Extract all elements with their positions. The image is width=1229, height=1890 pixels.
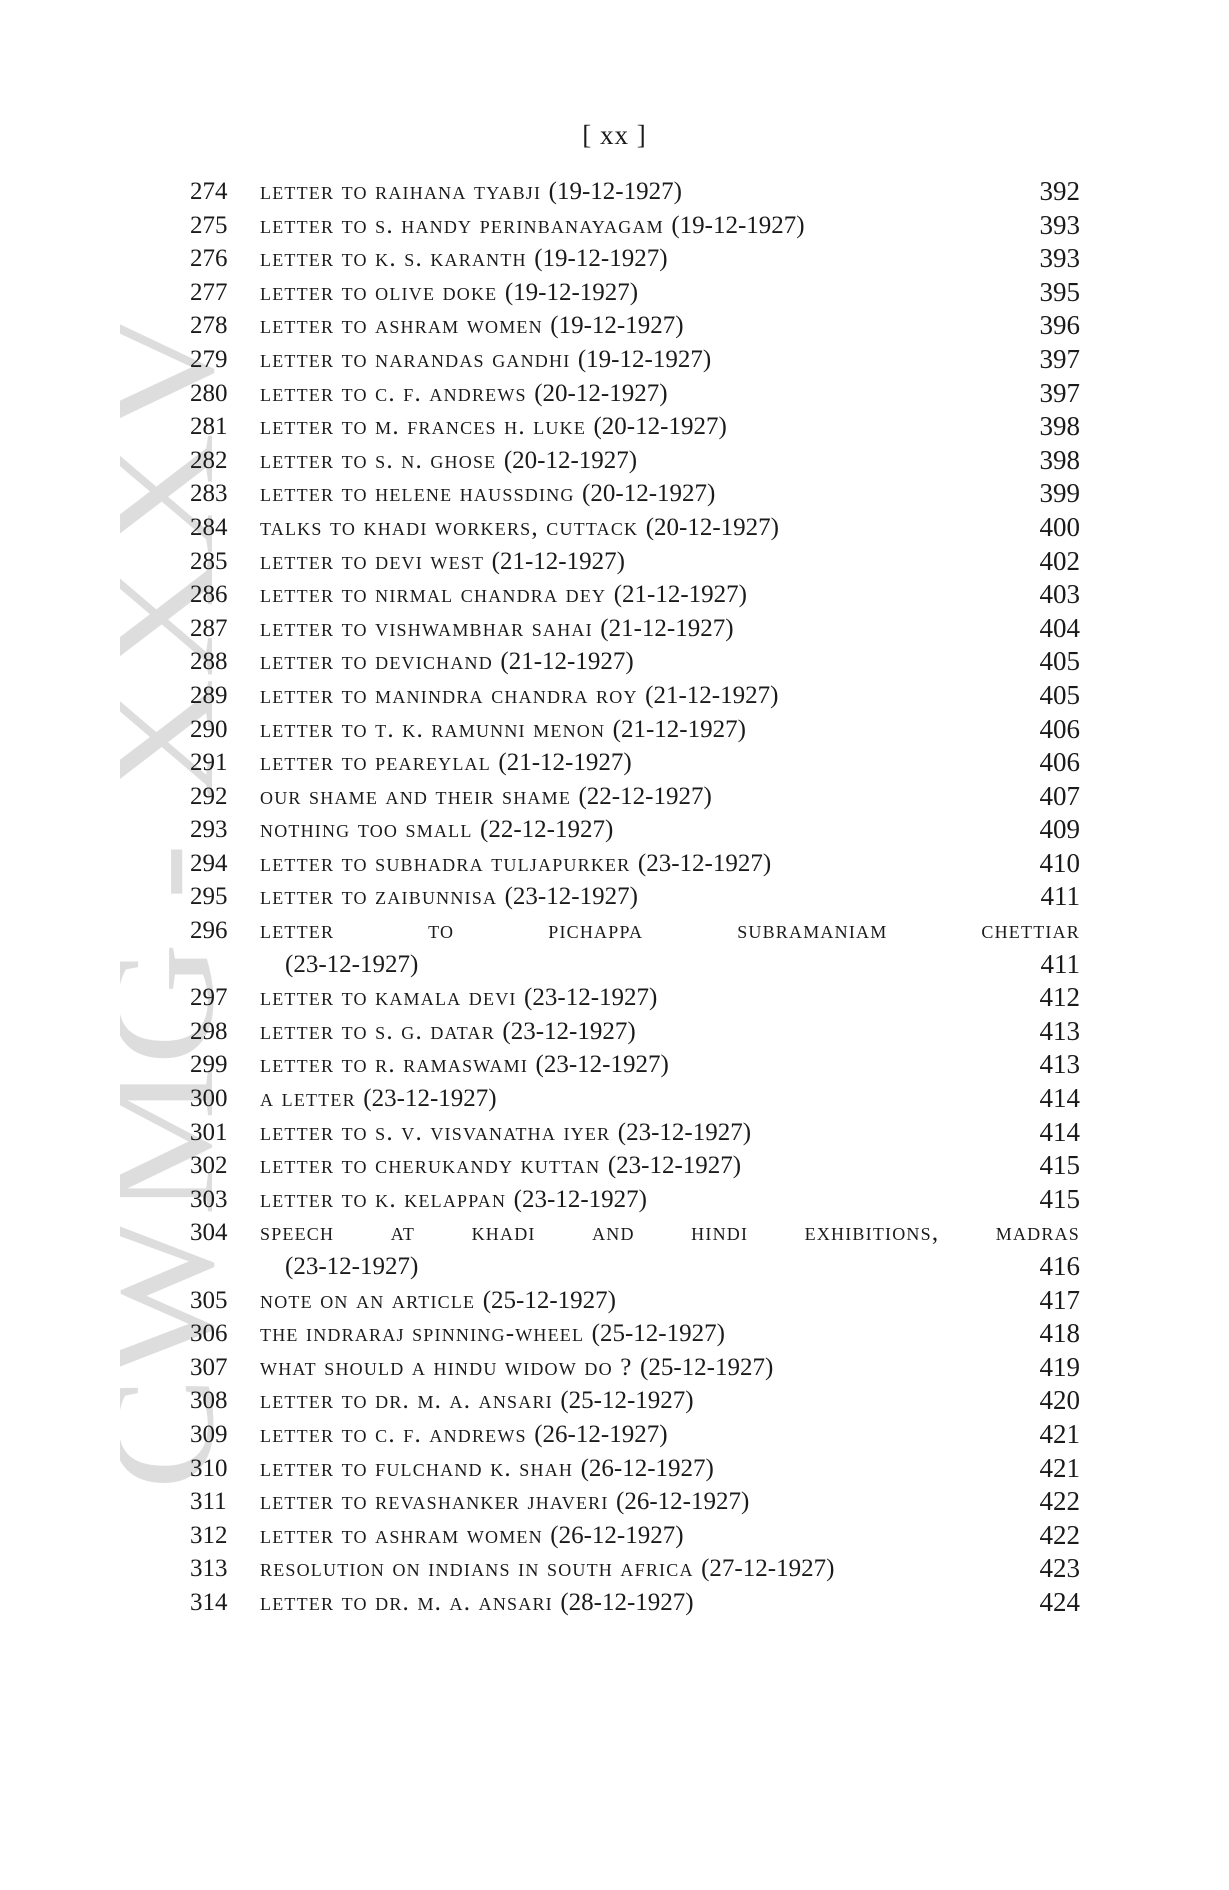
entry-date: (20-12-1927) <box>645 513 779 541</box>
entry-title-text: letter to k. kelappan <box>260 1185 507 1213</box>
entry-title <box>260 1048 1000 1082</box>
entry-title <box>260 1519 1000 1553</box>
toc-entry <box>190 276 1080 310</box>
entry-title <box>260 511 1000 545</box>
entry-date: (26-12-1927) <box>550 1521 684 1549</box>
entry-page-number: 399 <box>1039 478 1080 509</box>
entry-number: 276 <box>190 245 228 273</box>
toc-entry <box>190 679 1080 713</box>
entry-page-number: 402 <box>1039 545 1080 576</box>
entry-page-number: 407 <box>1039 780 1080 811</box>
entry-title-text: letter to s. n. ghose <box>260 446 497 474</box>
toc-entry <box>190 780 1080 814</box>
entry-page-number: 406 <box>1039 713 1080 744</box>
toc-entry <box>190 578 1080 612</box>
entry-title-text: letter to m. frances h. luke <box>260 413 587 441</box>
toc-entry <box>190 1418 1080 1452</box>
entry-title-text: letter to s. handy perinbanayagam <box>260 211 664 239</box>
toc-entry <box>190 1082 1080 1116</box>
entry-title-text: letter to vishwambhar sahai <box>260 614 593 642</box>
entry-number: 277 <box>190 278 228 306</box>
entry-continuation <box>285 1250 1080 1284</box>
entry-title <box>260 981 1000 1015</box>
toc-entry <box>190 444 1080 478</box>
entry-date: (23-12-1927) <box>524 984 658 1012</box>
toc-entry <box>190 242 1080 276</box>
entry-page-number: 393 <box>1039 243 1080 274</box>
toc-entry <box>190 1116 1080 1150</box>
entry-number: 283 <box>190 480 228 508</box>
toc-entry <box>190 813 1080 847</box>
entry-title-text: nothing too small <box>260 816 473 844</box>
entry-title <box>260 1317 1000 1351</box>
entry-page-number: 418 <box>1039 1318 1080 1349</box>
entry-number: 282 <box>190 446 228 474</box>
entry-page-number: 406 <box>1039 747 1080 778</box>
entry-title <box>260 914 1080 948</box>
entry-title-text: a letter <box>260 1085 356 1113</box>
toc-entry <box>190 309 1080 343</box>
entry-page-number: 424 <box>1039 1586 1080 1617</box>
entry-number: 309 <box>190 1420 228 1448</box>
entry-page-number: 412 <box>1039 982 1080 1013</box>
entry-title-text: letter to pichappa subramaniam chettiar <box>260 917 1080 945</box>
entry-date: (26-12-1927) <box>534 1420 668 1448</box>
entry-title-text: resolution on indians in south africa <box>260 1555 694 1583</box>
entry-title <box>260 1485 1000 1519</box>
entry-date: (19-12-1927) <box>577 345 712 373</box>
entry-date: (23-12-1927) <box>637 849 772 877</box>
entry-title-text: what should a hindu widow do ? <box>260 1353 633 1381</box>
entry-title-text: letter to devi west <box>260 547 485 575</box>
entry-date: (19-12-1927) <box>504 278 639 306</box>
entry-title <box>260 645 1000 679</box>
entry-title <box>260 377 1000 411</box>
toc-entry <box>190 343 1080 377</box>
entry-number: 284 <box>190 513 228 541</box>
entry-title-text: letter to r. ramaswami <box>260 1051 529 1079</box>
entry-number: 305 <box>190 1286 228 1314</box>
entry-page-number: 414 <box>1039 1083 1080 1114</box>
entry-title <box>260 1418 1000 1452</box>
entry-title <box>260 1015 1000 1049</box>
entry-number: 279 <box>190 345 228 373</box>
entry-title-text: our shame and their shame <box>260 782 572 810</box>
toc-entry <box>190 746 1080 780</box>
entry-title <box>260 1082 1000 1116</box>
toc-entry <box>190 1317 1080 1351</box>
entry-page-number: 411 <box>1040 948 1080 979</box>
entry-title-text: letter to dr. m. a. ansari <box>260 1588 553 1616</box>
entry-date: (25-12-1927) <box>560 1387 694 1415</box>
entry-number: 296 <box>190 917 228 945</box>
page-header: [ xx ] <box>582 120 647 150</box>
toc-entry <box>190 1519 1080 1553</box>
entry-page-number: 415 <box>1039 1150 1080 1181</box>
toc-entry <box>190 1149 1080 1183</box>
toc-entry <box>190 1216 1080 1283</box>
entry-date: (23-12-1927) <box>617 1118 752 1146</box>
entry-page-number: 404 <box>1039 612 1080 643</box>
entry-page-number: 411 <box>1040 881 1080 912</box>
entry-date: (21-12-1927) <box>612 715 746 743</box>
entry-continuation <box>285 948 1080 982</box>
entry-page-number: 409 <box>1039 814 1080 845</box>
entry-title-text: speech at khadi and hindi exhibitions, madras <box>260 1219 1080 1247</box>
entry-page-number: 413 <box>1039 1015 1080 1046</box>
entry-date: (23-12-1927) <box>513 1185 647 1213</box>
entry-title <box>260 175 1000 209</box>
toc-entry <box>190 1552 1080 1586</box>
entry-title-text: letter to s. g. datar <box>260 1017 495 1045</box>
toc-entry <box>190 880 1080 914</box>
entry-date: (26-12-1927) <box>580 1454 714 1482</box>
toc-entry <box>190 914 1080 981</box>
entry-page-number: 398 <box>1039 411 1080 442</box>
entry-page-number: 398 <box>1039 444 1080 475</box>
entry-date: (21-12-1927) <box>613 581 748 609</box>
entry-page-number: 421 <box>1039 1418 1080 1449</box>
entry-title <box>260 880 1000 914</box>
entry-page-number: 392 <box>1039 176 1080 206</box>
entry-page-number: 416 <box>1039 1251 1080 1281</box>
entry-page-number: 422 <box>1039 1486 1080 1517</box>
entry-title <box>260 477 1000 511</box>
entry-page-number: 413 <box>1039 1049 1080 1080</box>
entry-number: 291 <box>190 749 228 777</box>
entry-title-text: letter to ashram women <box>260 1521 543 1549</box>
entry-page-number: 422 <box>1039 1519 1080 1550</box>
entry-page-number: 405 <box>1039 679 1080 710</box>
entry-number: 301 <box>190 1118 228 1146</box>
entry-page-number: 419 <box>1039 1351 1080 1382</box>
toc-entry <box>190 1183 1080 1217</box>
toc-entry <box>190 410 1080 444</box>
entry-date: (22-12-1927) <box>480 816 614 844</box>
entry-title <box>260 309 1000 343</box>
entry-title-text: letter to nirmal chandra dey <box>260 581 607 609</box>
entry-number: 289 <box>190 681 228 709</box>
entry-title <box>260 1351 1000 1385</box>
entry-title <box>260 1586 1000 1620</box>
entry-title <box>260 1452 1000 1486</box>
entry-title-text: letter to zaibunnisa <box>260 883 498 911</box>
entry-number: 314 <box>190 1588 228 1616</box>
entry-date: (21-12-1927) <box>500 648 634 676</box>
entry-date: (25-12-1927) <box>482 1286 617 1314</box>
entry-number: 303 <box>190 1185 228 1213</box>
toc-entry <box>190 981 1080 1015</box>
entry-title-text: letter to peareylal <box>260 749 491 777</box>
entry-number: 280 <box>190 379 228 407</box>
entry-title <box>260 444 1000 478</box>
entry-title-text: letter to narandas gandhi <box>260 345 571 373</box>
entry-title <box>260 410 1000 444</box>
entry-title <box>260 679 1000 713</box>
entry-number: 302 <box>190 1152 228 1180</box>
entry-title-text: letter to dr. m. a. ansari <box>260 1387 553 1415</box>
toc-entry <box>190 545 1080 579</box>
entry-title-text: letter to cherukandy kuttan <box>260 1152 601 1180</box>
entry-number: 288 <box>190 648 228 676</box>
entry-page-number: 397 <box>1039 377 1080 408</box>
entry-title <box>260 1384 1000 1418</box>
entry-title-text: letter to s. v. visvanatha iyer <box>260 1118 611 1146</box>
entry-title-text: letter to t. k. ramunni menon <box>260 715 606 743</box>
entry-title <box>260 578 1000 612</box>
entry-title-text: letter to k. s. karanth <box>260 245 527 273</box>
entry-number: 298 <box>190 1017 228 1045</box>
entry-title-text: letter to c. f. andrews <box>260 379 527 407</box>
entry-page-number: 410 <box>1039 847 1080 878</box>
entry-title <box>260 545 1000 579</box>
entry-page-number: 414 <box>1039 1116 1080 1147</box>
toc-entry <box>190 713 1080 747</box>
entry-number: 278 <box>190 312 228 340</box>
entry-date: (19-12-1927) <box>550 312 684 340</box>
entry-number: 295 <box>190 883 228 911</box>
entry-page-number: 397 <box>1039 343 1080 374</box>
entry-page-number: 403 <box>1039 579 1080 610</box>
entry-date: (19-12-1927) <box>534 245 668 273</box>
entry-number: 286 <box>190 581 228 609</box>
entry-title <box>260 713 1000 747</box>
table-of-contents <box>190 175 1080 1620</box>
entry-title <box>260 1116 1000 1150</box>
entry-title-text: letter to revashanker jhaveri <box>260 1488 609 1516</box>
entry-page-number: 395 <box>1039 276 1080 307</box>
entry-date: (20-12-1927) <box>582 480 716 508</box>
entry-number: 281 <box>190 413 228 441</box>
entry-date: (19-12-1927) <box>671 211 805 239</box>
entry-date: (23-12-1927) <box>285 950 419 978</box>
toc-entry <box>190 1452 1080 1486</box>
entry-page-number: 393 <box>1039 209 1080 240</box>
entry-number: 299 <box>190 1051 228 1079</box>
entry-title <box>260 1149 1000 1183</box>
toc-entry <box>190 477 1080 511</box>
entry-number: 274 <box>190 178 228 205</box>
entry-number: 297 <box>190 984 228 1012</box>
entry-title-text: letter to devichand <box>260 648 493 676</box>
entry-number: 293 <box>190 816 228 844</box>
entry-title-text: letter to helene haussding <box>260 480 575 508</box>
entry-title <box>260 1284 1000 1318</box>
entry-number: 312 <box>190 1521 228 1549</box>
entry-number: 292 <box>190 782 228 810</box>
toc-entry <box>190 847 1080 881</box>
entry-title <box>260 1552 1000 1586</box>
entry-title <box>260 847 1000 881</box>
entry-page-number: 420 <box>1039 1385 1080 1416</box>
toc-entry <box>190 175 1080 209</box>
toc-entry <box>190 1485 1080 1519</box>
entry-date: (20-12-1927) <box>534 379 668 407</box>
entry-title <box>260 343 1000 377</box>
entry-page-number: 396 <box>1039 310 1080 341</box>
entry-number: 285 <box>190 547 228 575</box>
entry-title <box>260 242 1000 276</box>
entry-title-text: letter to subhadra tuljapurker <box>260 849 631 877</box>
toc-entry <box>190 645 1080 679</box>
entry-title-text: letter to raihana tyabji <box>260 178 542 205</box>
entry-number: 307 <box>190 1353 228 1381</box>
entry-date: (21-12-1927) <box>491 547 625 575</box>
entry-date: (23-12-1927) <box>504 883 638 911</box>
toc-entry <box>190 377 1080 411</box>
entry-title <box>260 1183 1000 1217</box>
entry-number: 308 <box>190 1387 228 1415</box>
entry-number: 304 <box>190 1219 228 1247</box>
entry-date: (22-12-1927) <box>578 782 712 810</box>
entry-title <box>260 209 1000 243</box>
entry-title-text: letter to manindra chandra roy <box>260 681 638 709</box>
toc-entry <box>190 209 1080 243</box>
entry-page-number: 417 <box>1039 1284 1080 1315</box>
entry-date: (25-12-1927) <box>640 1353 774 1381</box>
entry-title <box>260 1216 1080 1250</box>
entry-number: 275 <box>190 211 228 239</box>
entry-page-number: 423 <box>1039 1553 1080 1584</box>
watermark-text: CWMG XXXV <box>120 448 240 1490</box>
toc-entry <box>190 1351 1080 1385</box>
entry-number: 290 <box>190 715 228 743</box>
entry-title <box>260 780 1000 814</box>
entry-date: (20-12-1927) <box>593 413 727 441</box>
entry-page-number: 405 <box>1039 646 1080 677</box>
entry-date: (21-12-1927) <box>600 614 734 642</box>
entry-title-text: letter to olive doke <box>260 278 498 306</box>
entry-title-text: letter to c. f. andrews <box>260 1420 527 1448</box>
entry-title-text: letter to fulchand k. shah <box>260 1454 574 1482</box>
toc-entry <box>190 1384 1080 1418</box>
entry-date: (19-12-1927) <box>548 178 682 205</box>
entry-title <box>260 612 1000 646</box>
toc-entry <box>190 1586 1080 1620</box>
entry-page-number: 400 <box>1039 511 1080 542</box>
entry-number: 294 <box>190 849 228 877</box>
entry-date: (23-12-1927) <box>363 1085 497 1113</box>
toc-entry <box>190 511 1080 545</box>
entry-date: (23-12-1927) <box>535 1051 669 1079</box>
toc-entry <box>190 1284 1080 1318</box>
toc-entry <box>190 612 1080 646</box>
entry-page-number: 415 <box>1039 1183 1080 1214</box>
entry-title <box>260 813 1000 847</box>
entry-title-text: letter to kamala devi <box>260 984 517 1012</box>
toc-entry <box>190 1015 1080 1049</box>
entry-date: (25-12-1927) <box>591 1320 725 1348</box>
entry-number: 300 <box>190 1085 228 1113</box>
entry-date: (20-12-1927) <box>503 446 638 474</box>
entry-date: (28-12-1927) <box>560 1588 694 1616</box>
entry-page-number: 421 <box>1039 1452 1080 1483</box>
entry-title <box>260 746 1000 780</box>
entry-number: 313 <box>190 1555 228 1583</box>
entry-number: 287 <box>190 614 228 642</box>
entry-number: 311 <box>190 1488 227 1516</box>
entry-date: (26-12-1927) <box>616 1488 750 1516</box>
entry-title-text: note on an article <box>260 1286 476 1314</box>
entry-title-text: letter to ashram women <box>260 312 543 340</box>
entry-title-text: talks to khadi workers, cuttack <box>260 513 639 541</box>
entry-date: (23-12-1927) <box>502 1017 636 1045</box>
entry-number: 310 <box>190 1454 228 1482</box>
entry-title-text: the indraraj spinning-wheel <box>260 1320 585 1348</box>
toc-entry <box>190 1048 1080 1082</box>
entry-date: (21-12-1927) <box>645 681 779 709</box>
entry-title <box>260 276 1000 310</box>
entry-date: (21-12-1927) <box>498 749 632 777</box>
entry-date: (27-12-1927) <box>701 1555 835 1583</box>
entry-date: (23-12-1927) <box>285 1253 419 1280</box>
entry-number: 306 <box>190 1320 228 1348</box>
entry-date: (23-12-1927) <box>607 1152 742 1180</box>
